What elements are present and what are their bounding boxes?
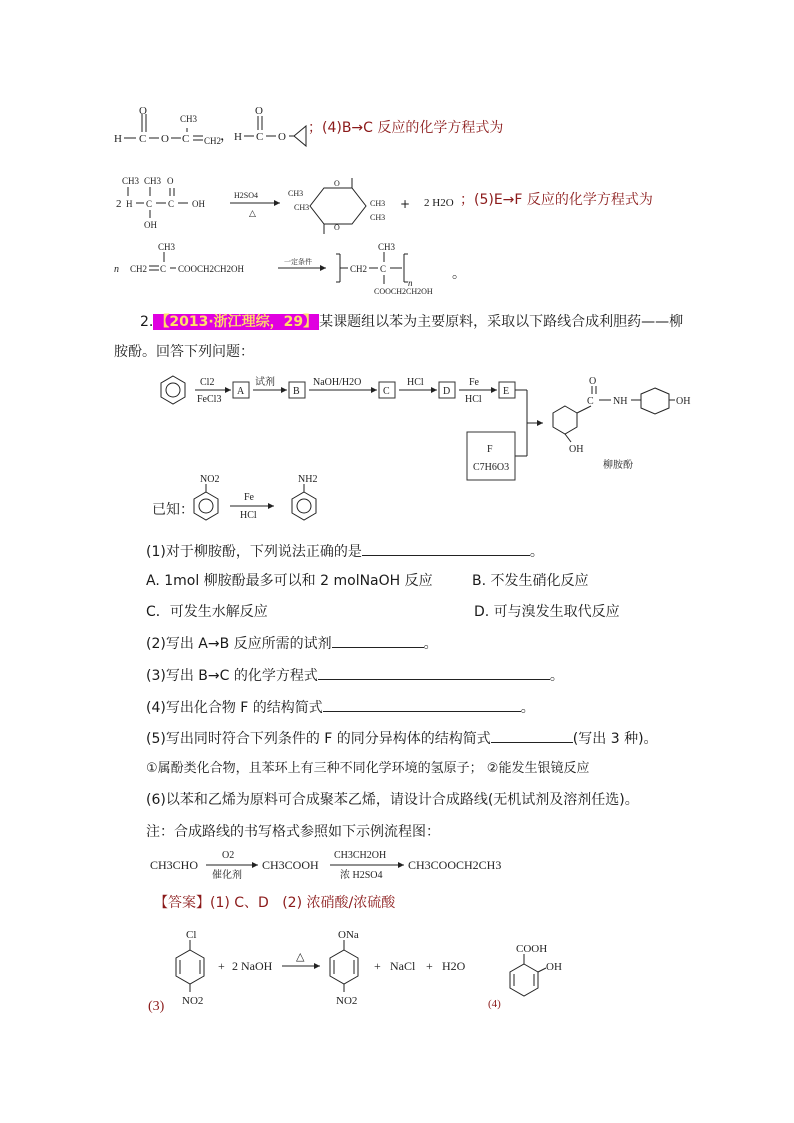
box-e: E: [503, 386, 510, 397]
polymerization-equation: [112, 240, 462, 304]
option-a: A. 1mol 柳胺酚最多可以和 2 molNaOH 反应: [146, 573, 433, 589]
eq3-h2o: H2O: [442, 959, 466, 973]
eq1-ch3-top: CH3: [122, 176, 140, 186]
sub-question-1: [146, 541, 544, 562]
q4-line: ；(4)B→C 反应的化学方程式为: [308, 120, 504, 136]
eq2-c2: C: [380, 264, 387, 274]
intro-line-2: 胺酚。回答下列问题：: [114, 344, 254, 360]
struct2-o2: O: [278, 131, 286, 143]
eq3-no2b: NO2: [336, 995, 358, 1007]
answer-blank-5[interactable]: [491, 728, 573, 743]
box-f-formula: C7H6O3: [473, 462, 510, 473]
ex-cond1-top: O2: [222, 850, 235, 861]
eq1-coef: 2: [116, 198, 122, 210]
box-b: B: [293, 386, 300, 397]
eq1-ring-ch3b: CH3: [294, 203, 310, 212]
sub3-period: 。: [549, 668, 564, 684]
question-2-intro: [140, 312, 683, 332]
eq3-plus3: +: [426, 959, 433, 973]
eq2-cond: 一定条件: [284, 258, 312, 266]
answer-1: (1) C、D: [210, 895, 269, 911]
eq3-cl: Cl: [186, 929, 197, 941]
eq2-n: n: [114, 264, 119, 275]
struct1-h: H: [114, 133, 122, 145]
sub1-period: 。: [529, 544, 544, 560]
box-c: C: [383, 386, 390, 397]
struct1-ch3: CH3: [180, 114, 198, 124]
eq2-ch2: CH2: [130, 264, 148, 274]
box-f: F: [487, 444, 493, 455]
eq1-oh-bottom: OH: [144, 220, 157, 230]
cyclopropyl-formate-structure: [232, 104, 312, 148]
ex-step3: CH3COOCH2CH3: [408, 858, 502, 872]
ex-step1: CH3CHO: [150, 858, 199, 872]
sub3-text: (3)写出 B→C 的化学方程式: [146, 668, 318, 684]
answer-label: 【答案】: [154, 895, 210, 911]
box-a: A: [237, 386, 245, 397]
sub-question-2: [146, 633, 438, 654]
eq1-h3c: H: [126, 199, 133, 209]
sub2-period: 。: [423, 636, 438, 652]
product-oh2: OH: [569, 444, 584, 455]
struct1-o1: O: [139, 105, 147, 117]
sub-question-3: [146, 665, 564, 686]
sub5-text: (5)写出同时符合下列条件的 F 的同分异构体的结构简式: [146, 731, 491, 747]
sub4-period: 。: [520, 700, 535, 716]
synthesis-route-diagram: [155, 368, 715, 486]
source-tag: 【2013·浙江理综，29】: [155, 314, 318, 330]
struct2-o1: O: [255, 105, 263, 117]
eq1-plus: +: [400, 197, 411, 211]
step5-bot: HCl: [465, 394, 482, 405]
known-label: 已知：: [152, 502, 194, 518]
example-flow-chart: [146, 846, 526, 884]
step5-top: Fe: [469, 377, 479, 388]
eq1-oh: OH: [192, 199, 205, 209]
sub2-text: (2)写出 A→B 反应所需的试剂: [146, 636, 332, 652]
product-oh1: OH: [676, 396, 691, 407]
eq3-naoh: 2 NaOH: [232, 959, 273, 973]
eq3-plus1: +: [218, 959, 225, 973]
sub-question-6: (6)以苯和乙烯为原料可合成聚苯乙烯，请设计合成路线(无机试剂及溶剂任选)。: [146, 792, 639, 808]
eq3-no2: NO2: [182, 995, 204, 1007]
step3-top: NaOH/H2O: [313, 377, 362, 388]
eq2-c: C: [160, 264, 167, 274]
step4-top: HCl: [407, 377, 424, 388]
answer-3-label: (3): [148, 999, 165, 1014]
eq3-ona: ONa: [338, 929, 359, 941]
s4-oh: OH: [546, 961, 562, 973]
sub4-text: (4)写出化合物 F 的结构简式: [146, 700, 323, 716]
answer-blank-1[interactable]: [362, 541, 530, 556]
eq1-ring-o2: O: [334, 223, 340, 232]
format-note: 注：合成路线的书写格式参照如下示例流程图：: [146, 824, 440, 840]
s4-cooh: COOH: [516, 943, 548, 955]
product-name: 柳胺酚: [603, 460, 633, 471]
struct1-ch2: CH2: [204, 136, 222, 146]
eq2-ch3: CH3: [158, 242, 176, 252]
answer-blank-2[interactable]: [332, 633, 424, 648]
step1-bot: FeCl3: [197, 394, 222, 405]
eq2-ch2b: CH2: [350, 264, 368, 274]
answer-blank-3[interactable]: [318, 665, 550, 680]
eq3-plus2: +: [374, 959, 381, 973]
eq2-ch3b: CH3: [378, 242, 396, 252]
known-nh2: NH2: [298, 474, 318, 485]
answer-3-equation: [168, 924, 488, 1014]
sub-question-4: [146, 697, 535, 718]
eq1-ring-o1: O: [334, 179, 340, 188]
eq1-ring-ch3c: CH3: [370, 199, 386, 208]
lactide-equation: [112, 166, 422, 242]
struct2-h: H: [234, 131, 242, 143]
eq1-water: 2 H2O: [424, 197, 454, 209]
known-top: Fe: [244, 492, 254, 503]
struct1-c2: C: [182, 133, 190, 145]
product-nh: NH: [613, 396, 628, 407]
ex-cond1-bot: 催化剂: [212, 870, 242, 881]
q5-line: ；(5)E→F 反应的化学方程式为: [460, 192, 653, 208]
step1-top: Cl2: [200, 377, 215, 388]
ex-cond2-top: CH3CH2OH: [334, 850, 387, 861]
option-b: B. 不发生硝化反应: [472, 573, 589, 589]
comma: ，: [220, 128, 234, 144]
ex-cond2-bot: 浓 H2SO4: [340, 870, 383, 881]
sub-question-5: [146, 728, 658, 749]
option-d: D. 可与溴发生取代反应: [474, 604, 620, 620]
answer-2: (2) 浓硝酸/浓硫酸: [282, 895, 396, 911]
known-bot: HCl: [240, 510, 257, 521]
ex-step2: CH3COOH: [262, 858, 319, 872]
eq1-o: O: [167, 176, 174, 186]
eq3-delta: △: [296, 951, 305, 963]
eq1-cond-top: H2SO4: [234, 191, 259, 200]
eq2-ester-b: COOCH2CH2OH: [374, 287, 433, 296]
vinyl-formate-structure: [112, 104, 232, 152]
struct1-o2: O: [161, 133, 169, 145]
answer-blank-4[interactable]: [323, 697, 521, 712]
known-reaction: [188, 470, 338, 528]
product-o: O: [589, 376, 597, 387]
struct2-c: C: [256, 131, 264, 143]
eq2-n2: n: [408, 278, 413, 288]
struct1-c: C: [139, 133, 147, 145]
eq1-cond-bot: △: [249, 208, 256, 218]
eq1-ch3-2: CH3: [144, 176, 162, 186]
question-number: 2.: [140, 314, 154, 330]
eq2-ester: COOCH2CH2OH: [178, 264, 245, 274]
sub5-tail: (写出 3 种)。: [572, 731, 658, 747]
eq3-nacl: NaCl: [390, 959, 416, 973]
sub5-conditions: ①属酚类化合物，且苯环上有三种不同化学环境的氢原子； ②能发生银镜反应: [146, 761, 590, 776]
step2-top: 试剂: [255, 377, 275, 388]
answer-4-label: (4): [488, 998, 501, 1010]
eq1-c2: C: [168, 199, 175, 209]
answer-4-structure: [500, 940, 580, 1010]
product-c: C: [587, 396, 594, 407]
answer-line: [154, 893, 395, 913]
option-c: C．可发生水解反应: [146, 604, 268, 620]
eq1-c1: C: [146, 199, 153, 209]
box-d: D: [443, 386, 451, 397]
known-no2: NO2: [200, 474, 220, 485]
eq2-period: 。: [452, 266, 466, 282]
intro-line-1: 某课题组以苯为主要原料，采取以下路线合成利胆药——柳: [319, 314, 684, 330]
eq1-ring-ch3d: CH3: [370, 213, 386, 222]
eq1-ring-ch3a: CH3: [288, 189, 304, 198]
sub1-text: (1)对于柳胺酚，下列说法正确的是: [146, 544, 362, 560]
